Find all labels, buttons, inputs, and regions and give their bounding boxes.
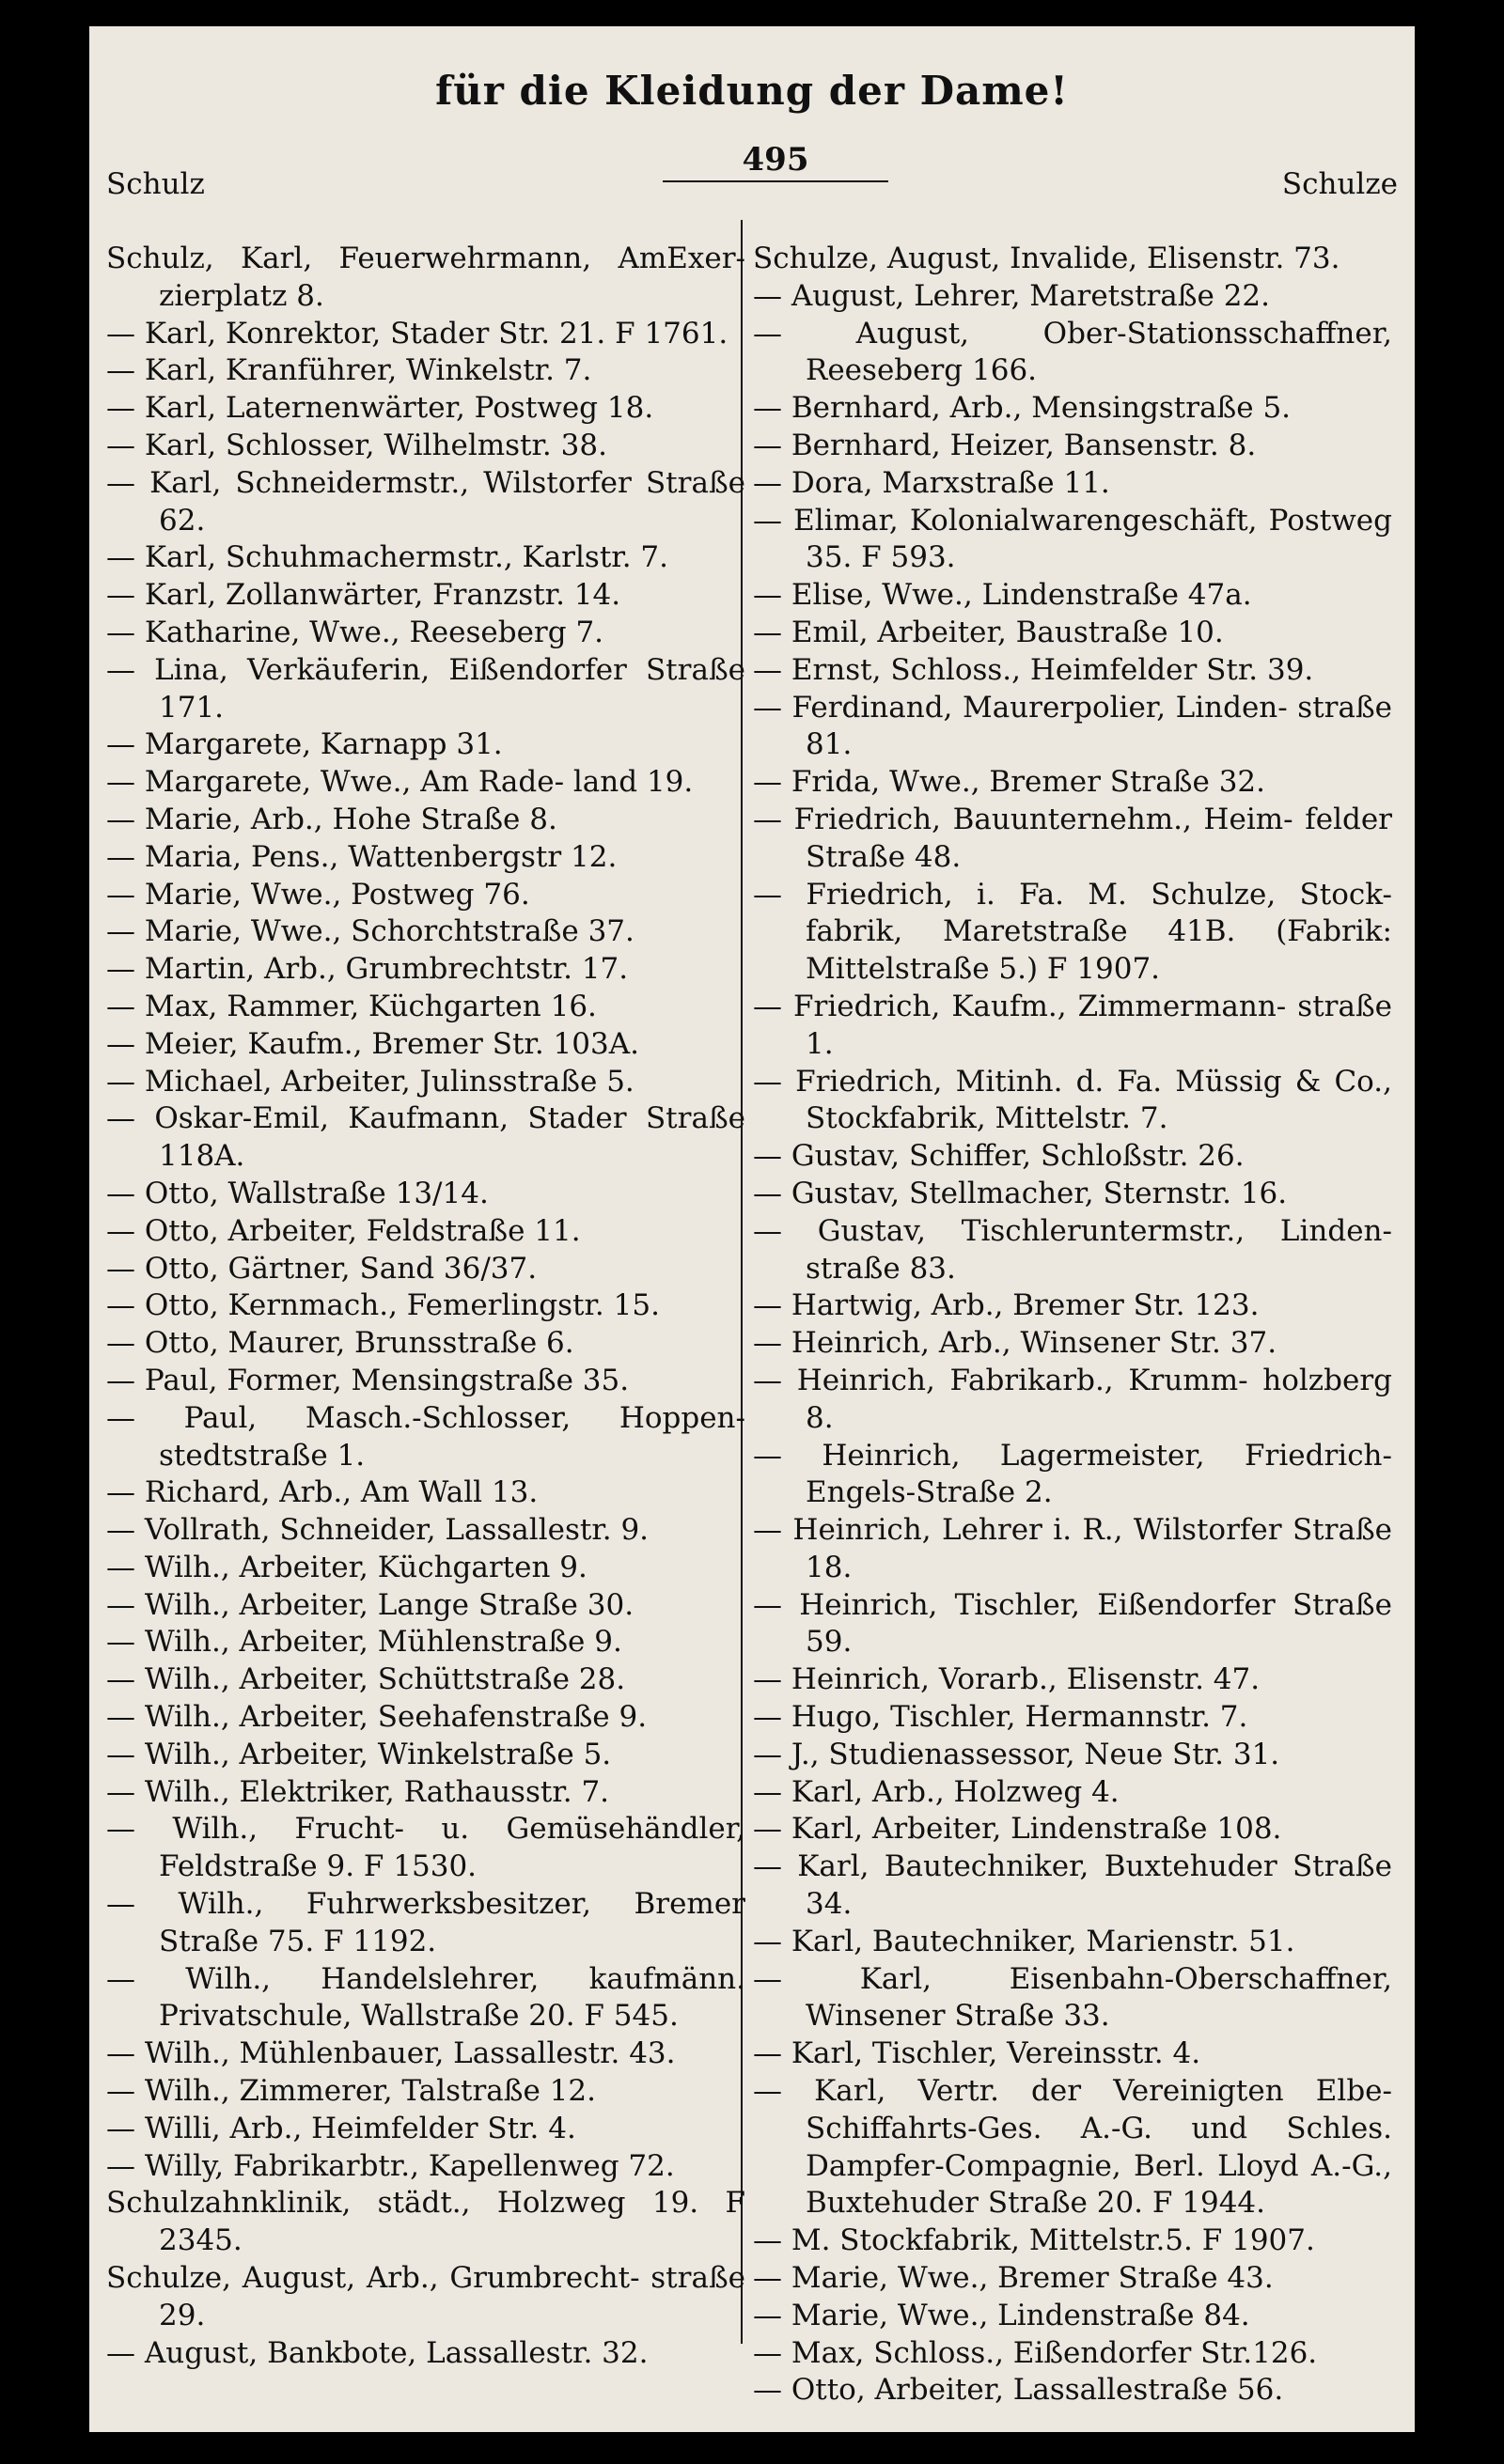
directory-entry: — Wilh., Arbeiter, Lange Straße 30. — [106, 1587, 634, 1622]
directory-entry: — Otto, Gärtner, Sand 36/37. — [106, 1251, 538, 1286]
directory-entry: — M. Stockfabrik, Mittelstr.5. F 1907. — [753, 2223, 1315, 2258]
directory-entry: — Wilh., Handelslehrer, kaufmänn. Privatschule, Wallstraße 20. F 545. — [106, 1961, 745, 2034]
directory-entry: — Karl, Bautechniker, Marienstr. 51. — [753, 1924, 1295, 1958]
directory-entry: — Heinrich, Arb., Winsener Str. 37. — [753, 1326, 1277, 1361]
directory-entry: — Karl, Eisenbahn-Oberschaffner, Winsener Straße 33. — [753, 1961, 1392, 2034]
directory-entry: — Wilh., Frucht- u. Gemüsehändler, Feldstraße 9. F 1530. — [106, 1812, 745, 1884]
directory-entry: — Gustav, Tischleruntermstr., Linden- straße 83. — [753, 1213, 1392, 1286]
directory-entry: — Karl, Kranführer, Winkelstr. 7. — [106, 353, 592, 388]
directory-entry: — Bernhard, Arb., Mensingstraße 5. — [753, 391, 1292, 426]
directory-entry: — Karl, Schneidermstr., Wilstorfer Straße 62. — [106, 465, 745, 538]
directory-entry: — Marie, Wwe., Schorchtstraße 37. — [106, 914, 634, 949]
directory-entry: — Heinrich, Lehrer i. R., Wilstorfer Straße 18. — [753, 1513, 1392, 1584]
directory-entry: — August, Ober-Stationsschaffner, Reeseberg 166. — [753, 316, 1392, 388]
directory-entry: — Marie, Wwe., Bremer Straße 43. — [753, 2261, 1274, 2296]
directory-entry: Schulzahnklinik, städt., Holzweg 19. F 2345. — [106, 2186, 745, 2258]
directory-entry: — Otto, Maurer, Brunsstraße 6. — [106, 1326, 574, 1361]
directory-entry: Schulz, Karl, Feuerwehrmann, AmExer- zierplatz 8. — [106, 242, 745, 313]
directory-entry: — August, Bankbote, Lassallestr. 32. — [106, 2335, 649, 2370]
directory-entry: Schulze, August, Arb., Grumbrecht- straße 29. — [106, 2261, 745, 2332]
directory-entry: — J., Studienassessor, Neue Str. 31. — [753, 1737, 1280, 1771]
directory-entry: — Karl, Schuhmachermstr., Karlstr. 7. — [106, 540, 668, 575]
directory-entry: — Margarete, Wwe., Am Rade- land 19. — [106, 765, 694, 800]
directory-entry: — Heinrich, Lagermeister, Friedrich- Engels-Straße 2. — [753, 1438, 1392, 1510]
directory-entry: — Margarete, Karnapp 31. — [106, 727, 503, 762]
directory-entry: — Heinrich, Tischler, Eißendorfer Straße 59. — [753, 1587, 1392, 1660]
directory-entry: — Martin, Arb., Grumbrechtstr. 17. — [106, 952, 629, 987]
directory-entry: — Karl, Arb., Holzweg 4. — [753, 1774, 1120, 1809]
directory-entry: — Richard, Arb., Am Wall 13. — [106, 1475, 539, 1510]
directory-entry: — Maria, Pens., Wattenbergstr 12. — [106, 839, 618, 874]
directory-entry: — Karl, Arbeiter, Lindenstraße 108. — [753, 1812, 1282, 1847]
left-column — [106, 241, 745, 2372]
page-number: 495 — [663, 141, 888, 182]
directory-entry: — Otto, Arbeiter, Lassallestraße 56. — [753, 2373, 1284, 2408]
directory-entry: — Friedrich, Kaufm., Zimmermann- straße 1. — [753, 989, 1392, 1061]
directory-entry: — Wilh., Arbeiter, Mühlenstraße 9. — [106, 1625, 622, 1660]
directory-entry: — Willi, Arb., Heimfelder Str. 4. — [106, 2111, 576, 2145]
directory-entry: — Hartwig, Arb., Bremer Str. 123. — [753, 1288, 1260, 1323]
directory-entry: — Otto, Arbeiter, Feldstraße 11. — [106, 1213, 581, 1248]
directory-entry: — Gustav, Stellmacher, Sternstr. 16. — [753, 1176, 1288, 1210]
directory-entry: — Wilh., Arbeiter, Schüttstraße 28. — [106, 1662, 626, 1697]
directory-entry: — Karl, Tischler, Vereinsstr. 4. — [753, 2036, 1201, 2071]
directory-entry: — Wilh., Arbeiter, Seehafenstraße 9. — [106, 1700, 648, 1735]
directory-entry: — Katharine, Wwe., Reeseberg 7. — [106, 615, 604, 649]
directory-entry: — Friedrich, Bauunternehm., Heim- felder Straße 48. — [753, 802, 1392, 874]
page-banner: für die Kleidung der Dame! — [435, 68, 1069, 114]
directory-entry: — Marie, Wwe., Postweg 76. — [106, 877, 530, 912]
directory-entry: — August, Lehrer, Maretstraße 22. — [753, 278, 1270, 313]
directory-entry: — Otto, Wallstraße 13/14. — [106, 1176, 489, 1210]
directory-entry: — Wilh., Fuhrwerksbesitzer, Bremer Straße 75. F 1192. — [106, 1887, 745, 1958]
directory-entry: — Karl, Konrektor, Stader Str. 21. F 1761. — [106, 316, 728, 351]
directory-entry: — Paul, Masch.-Schlosser, Hoppen- stedtstraße 1. — [106, 1400, 745, 1473]
directory-entry: — Max, Schloss., Eißendorfer Str.126. — [753, 2335, 1318, 2370]
running-head-left: Schulz — [106, 167, 205, 201]
directory-page — [89, 26, 1415, 2432]
directory-entry: — Willy, Fabrikarbtr., Kapellenweg 72. — [106, 2148, 675, 2183]
directory-entry: — Vollrath, Schneider, Lassallestr. 9. — [106, 1513, 650, 1548]
directory-entry: — Elise, Wwe., Lindenstraße 47a. — [753, 578, 1252, 613]
directory-entry: — Otto, Kernmach., Femerlingstr. 15. — [106, 1288, 660, 1323]
directory-entry: — Frida, Wwe., Bremer Straße 32. — [753, 765, 1265, 800]
directory-entry: — Meier, Kaufm., Bremer Str. 103A. — [106, 1026, 639, 1061]
directory-entry: — Bernhard, Heizer, Bansenstr. 8. — [753, 428, 1257, 462]
directory-entry: — Elimar, Kolonialwarengeschäft, Postweg 35. F 593. — [753, 503, 1392, 575]
directory-entry: — Ernst, Schloss., Heimfelder Str. 39. — [753, 652, 1314, 687]
directory-entry: — Marie, Arb., Hohe Straße 8. — [106, 802, 557, 836]
directory-entry: — Heinrich, Vorarb., Elisenstr. 47. — [753, 1662, 1261, 1697]
directory-entry: — Hugo, Tischler, Hermannstr. 7. — [753, 1700, 1248, 1735]
directory-entry: — Emil, Arbeiter, Baustraße 10. — [753, 615, 1224, 649]
directory-entry: — Friedrich, Mitinh. d. Fa. Müssig & Co., Stockfabrik, Mittelstr. 7. — [753, 1064, 1392, 1136]
directory-entry: — Wilh., Arbeiter, Winkelstraße 5. — [106, 1737, 612, 1771]
directory-entry: — Wilh., Arbeiter, Küchgarten 9. — [106, 1550, 588, 1584]
directory-entry: Schulze, August, Invalide, Elisenstr. 73. — [753, 242, 1340, 275]
directory-entry: — Heinrich, Fabrikarb., Krumm- holzberg 8. — [753, 1363, 1392, 1435]
directory-entry: — Gustav, Schiffer, Schloßstr. 26. — [753, 1139, 1245, 1174]
directory-entry: — Wilh., Elektriker, Rathausstr. 7. — [106, 1774, 610, 1809]
directory-entry: — Friedrich, i. Fa. M. Schulze, Stock- fabrik, Maretstraße 41B. (Fabrik: Mittelstraße 5.) F 1907. — [753, 877, 1392, 987]
directory-entry: — Dora, Marxstraße 11. — [753, 465, 1110, 500]
directory-entry: — Karl, Bautechniker, Buxtehuder Straße 34. — [753, 1849, 1392, 1922]
directory-entry: — Karl, Vertr. der Vereinigten Elbe- Schiffahrts-Ges. A.-G. und Schles. Dampfer-Compagnie, Berl. Lloyd A.-G., Buxtehuder Straße 20. F 1944. — [753, 2074, 1392, 2221]
directory-entry: — Lina, Verkäuferin, Eißendorfer Straße 171. — [106, 652, 745, 725]
right-column — [753, 241, 1392, 2409]
directory-entry: — Karl, Schlosser, Wilhelmstr. 38. — [106, 428, 607, 462]
directory-entry: — Paul, Former, Mensingstraße 35. — [106, 1363, 630, 1397]
directory-entry: — Karl, Laternenwärter, Postweg 18. — [106, 391, 654, 426]
running-head-right: Schulze — [1281, 167, 1398, 201]
directory-entry: — Max, Rammer, Küchgarten 16. — [106, 989, 597, 1023]
directory-entry: — Karl, Zollanwärter, Franzstr. 14. — [106, 578, 621, 613]
directory-entry: — Michael, Arbeiter, Julinsstraße 5. — [106, 1064, 634, 1099]
directory-entry: — Wilh., Mühlenbauer, Lassallestr. 43. — [106, 2036, 676, 2071]
directory-entry: — Oskar-Emil, Kaufmann, Stader Straße 118A. — [106, 1101, 745, 1174]
directory-entry: — Wilh., Zimmerer, Talstraße 12. — [106, 2074, 596, 2109]
directory-entry: — Marie, Wwe., Lindenstraße 84. — [753, 2298, 1250, 2332]
directory-entry: — Ferdinand, Maurerpolier, Linden- straße 81. — [753, 690, 1392, 762]
